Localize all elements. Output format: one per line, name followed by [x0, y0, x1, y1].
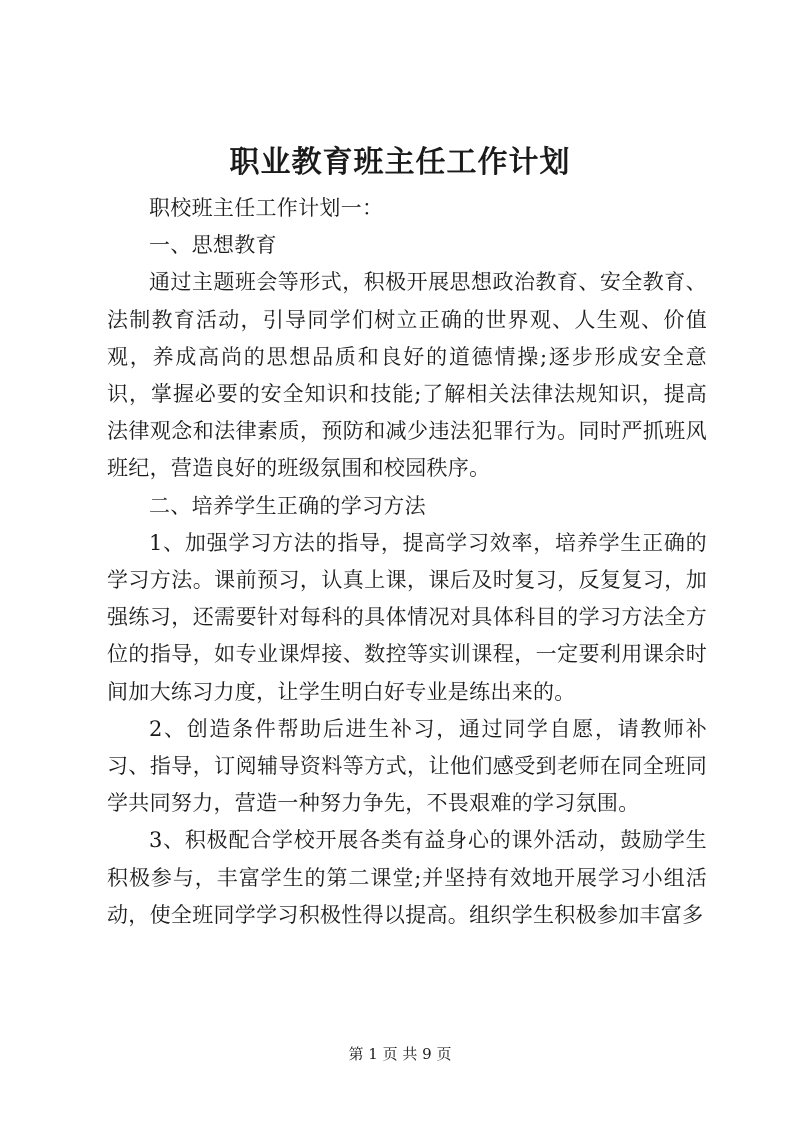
paragraph-intro: 职校班主任工作计划一：	[149, 196, 384, 220]
section-heading-1: 一、思想教育	[149, 233, 277, 258]
paragraph-item-3: 3、积极配合学校开展各类有益身心的课外活动，鼓励学生积极参与，丰富学生的第二课堂;并坚持有效地开展学习小组活动，使全班同学学习积极性得以提高。组织学生积极参加丰富多	[107, 828, 707, 927]
document-title: 职业教育班主任工作计划	[229, 145, 571, 180]
paragraph-thought-education: 通过主题班会等形式，积极开展思想政治教育、安全教育、法制教育活动，引导同学们树立正确的世界观、人生观、价值观，养成高尚的思想品质和良好的道德情操;逐步形成安全意识，掌握必要的安全知识和技能;了解相关法律法规知识，提高法律观念和法律素质，预防和减少违法犯罪行为。同时严抓班风班纪，营造良好的班级氛围和校园秩序。	[107, 270, 707, 481]
paragraph-item-1: 1、加强学习方法的指导，提高学习效率，培养学生正确的学习方法。课前预习，认真上课，课后及时复习，反复复习，加强练习，还需要针对每科的具体情况对具体科目的学习方法全方位的指导，如专业课焊接、数控等实训课程，一定要利用课余时间加大练习力度，让学生明白好专业是练出来的。	[107, 530, 707, 704]
paragraph-item-2: 2、创造条件帮助后进生补习，通过同学自愿，请教师补习、指导，订阅辅导资料等方式，让他们感受到老师在同全班同学共同努力，营造一种努力争先，不畏艰难的学习氛围。	[107, 716, 707, 816]
document-body	[107, 190, 707, 934]
page-number-footer: 第 1 页 共 9 页	[348, 1045, 452, 1063]
section-heading-2: 二、培养学生正确的学习方法	[149, 493, 426, 518]
